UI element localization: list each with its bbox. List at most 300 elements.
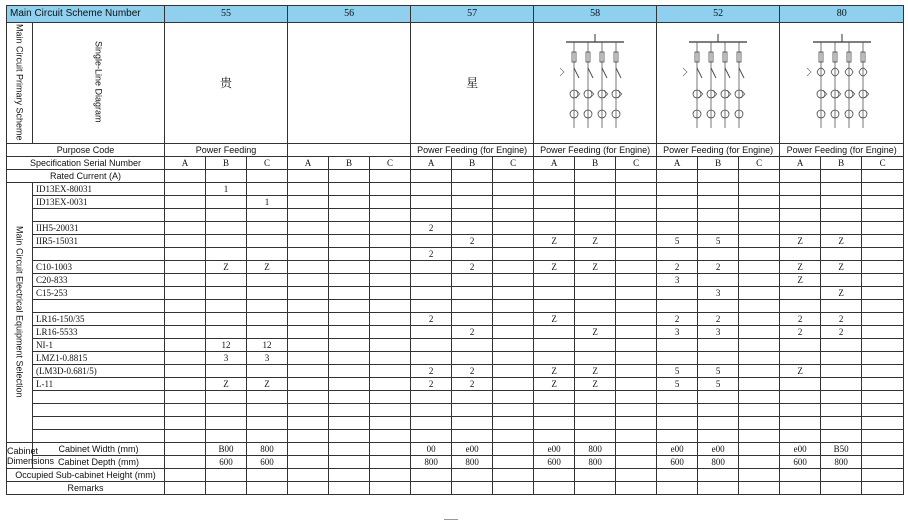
equipment-row [7,209,904,222]
equipment-qty [616,183,657,196]
serial-letter: A [165,157,206,170]
width-value [370,443,411,456]
equipment-qty [821,209,862,222]
equipment-qty: 3 [698,287,739,300]
equipment-qty [780,391,821,404]
purpose-value: Power Feeding (for Engine) [534,144,657,157]
equipment-qty: Z [575,326,616,339]
diagram-row [7,23,904,144]
equipment-qty [821,339,862,352]
equipment-qty [493,313,534,326]
width-value [329,443,370,456]
equipment-qty [288,378,329,391]
equipment-qty [616,404,657,417]
equipment-qty [370,326,411,339]
equipment-qty: 12 [247,339,288,352]
remarks-value [862,482,904,495]
serial-letter: C [247,157,288,170]
equipment-qty [821,391,862,404]
equipment-qty [657,196,698,209]
rated-value [657,170,698,183]
equipment-model: C20-833 [33,274,165,287]
equipment-qty [739,300,780,313]
equipment-qty [288,339,329,352]
equipment-qty [575,404,616,417]
equipment-row [7,404,904,417]
serial-letter: A [534,157,575,170]
single-line-label-cell [33,23,165,144]
equipment-qty [247,235,288,248]
equipment-qty [616,235,657,248]
equipment-row [7,339,904,352]
equipment-qty [616,378,657,391]
equipment-qty [821,378,862,391]
equipment-qty [657,300,698,313]
width-value: e00 [698,443,739,456]
equipment-qty [493,222,534,235]
occupied-value [452,469,493,482]
width-value [165,443,206,456]
equipment-qty: Z [247,261,288,274]
remarks-row [7,482,904,495]
occupied-value [616,469,657,482]
equipment-model: LMZ1-0.8815 [33,352,165,365]
equipment-model: (LM3D-0.681/5) [33,365,165,378]
equipment-qty [247,326,288,339]
single-line-diagram [556,28,634,138]
equipment-qty [370,196,411,209]
equipment-qty [452,222,493,235]
equipment-qty [247,248,288,261]
equipment-qty [452,209,493,222]
scheme-number: 57 [411,6,534,23]
equipment-qty [288,300,329,313]
equipment-model: ID13EX-0031 [33,196,165,209]
width-row [7,443,904,456]
occupied-value [165,469,206,482]
remarks-value [411,482,452,495]
depth-label: Cabinet Depth (mm) [33,456,165,469]
rated-value [575,170,616,183]
equipment-qty [616,300,657,313]
equipment-qty: Z [780,274,821,287]
equipment-qty [739,378,780,391]
equipment-row [7,352,904,365]
equipment-qty [616,339,657,352]
equipment-qty [575,352,616,365]
equipment-qty [862,183,904,196]
equipment-qty [739,417,780,430]
equipment-qty [493,378,534,391]
diagram-cell [411,23,534,144]
equipment-qty: Z [206,378,247,391]
equipment-qty [452,183,493,196]
equipment-qty [534,326,575,339]
serial-letter: B [575,157,616,170]
equipment-qty [206,196,247,209]
equipment-qty [862,404,904,417]
header-row [7,6,904,23]
occupied-label: Occupied Sub-cabinet Height (mm) [7,469,165,482]
equipment-qty [493,274,534,287]
equipment-qty [739,339,780,352]
equipment-qty [821,274,862,287]
equipment-qty [165,209,206,222]
equipment-qty: 2 [452,378,493,391]
equipment-qty: 2 [657,313,698,326]
equipment-qty [739,248,780,261]
remarks-value [247,482,288,495]
equipment-qty [698,248,739,261]
equipment-qty [206,365,247,378]
equipment-qty [411,430,452,443]
equipment-qty [370,261,411,274]
equipment-qty [616,352,657,365]
equipment-qty [739,209,780,222]
equipment-qty [534,196,575,209]
equipment-model: C15-253 [33,287,165,300]
serial-letter: B [329,157,370,170]
remarks-value [698,482,739,495]
header-label: Main Circuit Scheme Number [7,6,165,23]
equipment-qty [165,430,206,443]
equipment-qty [411,391,452,404]
equipment-row [7,417,904,430]
serial-row [7,157,904,170]
equipment-qty [862,222,904,235]
equipment-qty: 3 [657,274,698,287]
equipment-qty [165,352,206,365]
equipment-qty [452,248,493,261]
equipment-model [33,300,165,313]
equipment-qty: 2 [411,248,452,261]
equipment-qty [411,196,452,209]
equipment-qty [206,248,247,261]
equipment-qty [821,417,862,430]
rated-value [780,170,821,183]
rated-value [534,170,575,183]
equipment-qty [370,248,411,261]
equipment-qty [698,222,739,235]
equipment-qty [288,287,329,300]
equipment-qty [862,391,904,404]
occupied-value [657,469,698,482]
equipment-qty [739,404,780,417]
equipment-qty [575,339,616,352]
depth-value: 800 [411,456,452,469]
equipment-qty: Z [780,261,821,274]
equipment-qty [370,378,411,391]
equipment-model [33,248,165,261]
equipment-qty [534,248,575,261]
equipment-qty: 2 [411,365,452,378]
equipment-qty [493,261,534,274]
equipment-qty: 2 [411,222,452,235]
equipment-qty [411,326,452,339]
equipment-model [33,430,165,443]
width-value: B50 [821,443,862,456]
equipment-qty: Z [780,235,821,248]
depth-value: 600 [657,456,698,469]
equipment-qty: Z [575,365,616,378]
equipment-qty [616,261,657,274]
equipment-qty [862,261,904,274]
equipment-qty [165,378,206,391]
width-value [616,443,657,456]
equipment-row [7,391,904,404]
diagram-cell [657,23,780,144]
equipment-qty [206,417,247,430]
equipment-qty [452,352,493,365]
equipment-qty [452,404,493,417]
remarks-value [657,482,698,495]
equipment-qty [657,430,698,443]
equipment-qty [329,352,370,365]
equipment-qty [739,287,780,300]
equipment-qty [288,326,329,339]
equipment-qty [534,274,575,287]
equipment-qty [698,339,739,352]
equipment-qty [411,352,452,365]
scheme-table [6,5,904,495]
remarks-value [780,482,821,495]
diagram-glyph: 星 [466,75,479,90]
equipment-qty [329,183,370,196]
equipment-qty: Z [206,261,247,274]
depth-value [165,456,206,469]
remarks-value [493,482,534,495]
rated-value [247,170,288,183]
equipment-qty [821,222,862,235]
equipment-qty [206,326,247,339]
equipment-qty [452,339,493,352]
equipment-qty [862,287,904,300]
equipment-qty [575,287,616,300]
occupied-value [534,469,575,482]
equipment-qty [862,313,904,326]
equipment-qty [452,313,493,326]
occupied-value [288,469,329,482]
equipment-qty: Z [534,261,575,274]
serial-letter: C [493,157,534,170]
equipment-qty [657,404,698,417]
equipment-qty [329,339,370,352]
equipment-qty [206,430,247,443]
equipment-qty: Z [534,365,575,378]
equipment-qty [493,404,534,417]
equipment-row [7,248,904,261]
width-value: 800 [575,443,616,456]
equipment-qty: 2 [698,313,739,326]
equipment-qty [165,196,206,209]
equipment-qty [534,222,575,235]
equipment-model [33,417,165,430]
primary-scheme-label: Main Circuit Primary Scheme [14,23,25,141]
equipment-qty [493,326,534,339]
equipment-row [7,365,904,378]
equipment-qty [739,326,780,339]
equipment-qty [739,391,780,404]
width-value: 800 [247,443,288,456]
depth-value [862,456,904,469]
equipment-qty [534,209,575,222]
purpose-value: Power Feeding (for Engine) [780,144,904,157]
width-value [288,443,329,456]
equipment-qty [862,209,904,222]
equipment-qty [288,391,329,404]
diagram-cell [780,23,904,144]
equipment-qty [862,417,904,430]
equipment-qty [206,235,247,248]
equipment-qty [493,248,534,261]
equipment-qty [862,365,904,378]
serial-letter: C [616,157,657,170]
equipment-qty [165,300,206,313]
equipment-qty [616,391,657,404]
equipment-qty [493,209,534,222]
equipment-qty [862,235,904,248]
equipment-qty [206,274,247,287]
equipment-qty [862,248,904,261]
scheme-number: 52 [657,6,780,23]
single-line-label: Single-Line Diagram [93,41,104,123]
width-value: e00 [657,443,698,456]
equipment-qty [247,391,288,404]
equipment-qty: Z [821,235,862,248]
equipment-qty [821,300,862,313]
remarks-value [616,482,657,495]
equipment-qty: 5 [657,235,698,248]
occupied-row [7,469,904,482]
equipment-model: IIH5-20031 [33,222,165,235]
equipment-qty: 2 [452,326,493,339]
rated-label: Rated Current (A) [7,170,165,183]
serial-letter: B [452,157,493,170]
equipment-qty [329,248,370,261]
equipment-qty [288,222,329,235]
equipment-qty [657,339,698,352]
equipment-row [7,300,904,313]
equipment-qty [288,365,329,378]
equipment-qty [698,404,739,417]
equipment-qty [616,248,657,261]
equipment-qty [739,183,780,196]
equipment-qty [698,300,739,313]
equipment-qty [534,339,575,352]
equipment-qty [370,339,411,352]
rated-value [288,170,329,183]
equipment-qty [493,287,534,300]
equipment-qty: Z [821,287,862,300]
equipment-qty [411,209,452,222]
equipment-qty [329,313,370,326]
remarks-value [821,482,862,495]
equipment-qty: Z [534,313,575,326]
equipment-qty [411,274,452,287]
equipment-qty [411,404,452,417]
equipment-qty [780,404,821,417]
occupied-value [370,469,411,482]
equipment-qty [329,326,370,339]
equipment-qty [862,339,904,352]
serial-letter: B [821,157,862,170]
equipment-qty [698,391,739,404]
equipment-qty [370,404,411,417]
equipment-qty [575,209,616,222]
equipment-model: IIR5-15031 [33,235,165,248]
equipment-qty [575,222,616,235]
equipment-qty [534,300,575,313]
equipment-qty [206,391,247,404]
equipment-qty: Z [575,378,616,391]
occupied-value [206,469,247,482]
equipment-qty [493,300,534,313]
equipment-qty [739,222,780,235]
equipment-qty [739,430,780,443]
width-value: 00 [411,443,452,456]
dimensions-group-label: Cabinet Dimensions [7,443,33,469]
occupied-value [821,469,862,482]
depth-value: 600 [534,456,575,469]
equipment-qty [206,287,247,300]
serial-letter: A [411,157,452,170]
equipment-qty [452,417,493,430]
equipment-qty [616,430,657,443]
equipment-qty [821,352,862,365]
equipment-qty [534,352,575,365]
depth-value [288,456,329,469]
equipment-qty [370,313,411,326]
equipment-qty [288,430,329,443]
remarks-label: Remarks [7,482,165,495]
purpose-row [7,144,904,157]
equipment-qty [165,274,206,287]
equipment-qty [288,404,329,417]
equipment-qty [698,274,739,287]
equipment-qty [493,391,534,404]
equipment-qty [288,417,329,430]
depth-value [370,456,411,469]
occupied-value [575,469,616,482]
equipment-qty [288,183,329,196]
equipment-row [7,235,904,248]
equipment-qty [616,417,657,430]
equipment-qty [657,209,698,222]
equipment-qty [452,196,493,209]
equipment-qty [288,248,329,261]
equipment-qty [862,300,904,313]
remarks-value [288,482,329,495]
occupied-value [780,469,821,482]
equipment-qty [452,430,493,443]
equipment-qty [329,391,370,404]
equipment-qty [288,352,329,365]
width-value [739,443,780,456]
equipment-qty [575,391,616,404]
equipment-qty [739,365,780,378]
equipment-qty [370,365,411,378]
equipment-qty [616,287,657,300]
serial-letter: B [698,157,739,170]
equipment-qty: Z [575,235,616,248]
diagram-cell [534,23,657,144]
occupied-value [411,469,452,482]
remarks-value [452,482,493,495]
depth-value: 800 [821,456,862,469]
equipment-qty [780,417,821,430]
equipment-qty [739,196,780,209]
depth-value: 600 [206,456,247,469]
